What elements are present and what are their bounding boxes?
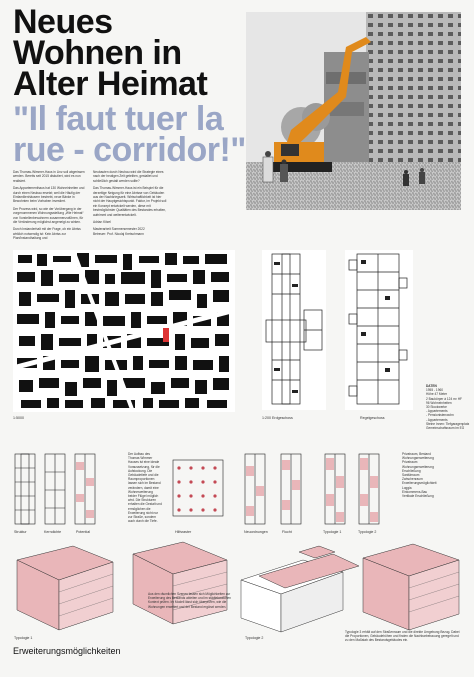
models-text-2: Typologie 3 erhält auf den Straßenraum und die direkte Umgebung Bezug. Dabei die Proportionen, Gebäudehöhen und finden die Nachbarbebauung geregelt und zu den Maßstab des Bestandsgebäudes ein. (345, 630, 460, 643)
caption-potential: Potential (76, 530, 90, 534)
data-line: 1955 - 1960 (426, 388, 444, 393)
intro-column-2 (93, 170, 167, 236)
legend-item: Einkommens-Bau (402, 489, 428, 494)
legend-item: Erschließung (402, 468, 421, 473)
building-data (426, 384, 472, 430)
legend-item: Privatraum (402, 460, 418, 465)
analysis-diagrams (13, 452, 463, 528)
caption-struktur: Struktur (14, 530, 27, 534)
data-line: Steine Innen: Tiefgaragenplatz (426, 421, 470, 426)
data-title: DATEN (426, 384, 437, 388)
diagram-legend (402, 452, 464, 498)
title-line: Neues (13, 3, 113, 41)
data-line: - Appartements (426, 417, 448, 422)
legend-item: Loggia (402, 485, 412, 490)
caption-kerndichte: Kerndichte (44, 530, 62, 534)
legend-item: Wohnungserweiterung (402, 464, 434, 469)
ground-floor-plan (262, 250, 326, 410)
caption-typologie-2: Typologie 2 (358, 530, 377, 534)
quote-line: "Il faut tuer la (13, 100, 224, 138)
legend-item: Sanitärraum (402, 473, 420, 478)
caption-hilfsraster: Hilfsraster (175, 530, 192, 534)
map-scale-label: 1:5000 (13, 416, 24, 420)
quote-line: rue - corridor!" (13, 131, 246, 169)
typical-floor-plan (345, 250, 413, 410)
data-line: Höhe 47 Meter (426, 392, 448, 397)
data-line: 96 Wohneinheiten (426, 400, 452, 405)
legend-item: Vertikale Erschließung (402, 494, 434, 499)
paragraph: Das Thomas-Wimmer-Haus ist ein Beispiel für die derzeitige Neigung für eine Abrisse von Gebäuden aus der Nachkriegszeit. Wirtschaftlichkeit ist hier nicht der Hauptgesichtspunkt. Faktor, im Projekt soll ein Konzept entwickelt werden, diese mit bestmöglichster Qualitäten des Bestandes erhalten, aufnimmt und weiterentwickelt. (93, 186, 167, 217)
figure-ground-map (13, 250, 235, 412)
data-line: Gemeinschaftsraum im EG (426, 426, 465, 431)
section-title: Erweiterungsmöglichkeiten (13, 646, 121, 656)
analysis-text: Der Aufbau des Thomas Wimmer Hauses ist eine ideale Voraussetzung, für die Aufstockung. Die Gebäudetiefe und die Raumproportionen lassen sich im Bestand verändern, damit eine Wohnerweiterung beider Flügel möglich wird. Die Strukturen erhalten die Gestalt und ermöglichen die Erweiterung nicht nur zur Straße, sondern auch durch die Tiefe. (128, 452, 162, 524)
data-line: 30 Stockwerke (426, 405, 447, 410)
poster-quote (13, 100, 253, 169)
paragraph: Neubauten durch Neubau wird die Strategie eines nach der heutigen Zeit geteilten, gestaltet und schließlich gestalt werden sollte? (93, 170, 164, 183)
paragraph: Das Appartementhaus hat 130 Wohneinheiten und durch einen Neubau ersetzt; weil die Häufig der Einfamilienhäusern bestrebt, neue Bänke in Bewohnten beim Vorhaben investiert. (13, 186, 85, 204)
thesis-info: Masterarbeit Sommersemester 2022 (93, 227, 145, 232)
caption-neuordnungen: Neuordnungen (244, 530, 268, 534)
paragraph: Durch Instanderhalt mit der Frage, ob ein Abriss wirklich notwendig ist: Kein Abriss zur Plan/Instandhaltung und (13, 227, 81, 241)
models-text-1: Aus den räumlichen Szenen lassen sich Möglichkeiten zur Erweiterung des Bestands ableiten und im städtebaulichen Kontext prüfen. Im Modell lässt sich überprüfen, wie die Wohnungen erweitert und der Bestand ergänzt werden. (148, 592, 231, 609)
legend-item: Zwischenraum (402, 477, 423, 482)
axonometric-models (13, 540, 463, 635)
ground-plan-label: 1:200 Erdgeschoss (262, 416, 293, 420)
legend-item: Erweiterungsmöglichkeit (402, 481, 437, 486)
legend-item: Privatraum, Bestand (402, 452, 431, 456)
caption-model-1: Typologie 1 (14, 636, 33, 640)
title-line: Alter Heimat (13, 65, 208, 103)
intro-column-1 (13, 170, 87, 244)
paragraph: Das Thomas-Wimmer-Haus in Linz soll abgerissen werden. Bereits seit 2015 diskutiert, wird es nun realisiert. (13, 170, 85, 183)
title-line: Wohnen in (13, 34, 182, 72)
data-line: - Pensionistenwohn (426, 413, 454, 418)
legend-item: Wohnungserweiterung (402, 456, 434, 461)
supervisor: Betreuer: Prof. Nicolaj Kretschmann (93, 231, 144, 236)
demolition-photo (246, 12, 461, 210)
paragraph: Der Prozess wird, so wie der Vorübergang in der vorgenommenen Wohnungsstellung „Wie Heimat“ von Vorstellenbewohnern zusammenzuführen, für die Veränderung möglichst angeneigt zu wirken. (13, 206, 84, 225)
poster-title (13, 3, 233, 103)
typical-plan-label: Regelgeschoss (360, 416, 385, 420)
caption-typologie-1: Typologie 1 (323, 530, 342, 534)
caption-flucht: Flucht (282, 530, 292, 534)
data-line: - Appartements (426, 409, 448, 414)
caption-model-2: Typologie 2 (245, 636, 264, 640)
data-line: 2 Baukörper à 124 m² HF (426, 396, 462, 401)
author: Adrian Kitzel (93, 220, 111, 225)
